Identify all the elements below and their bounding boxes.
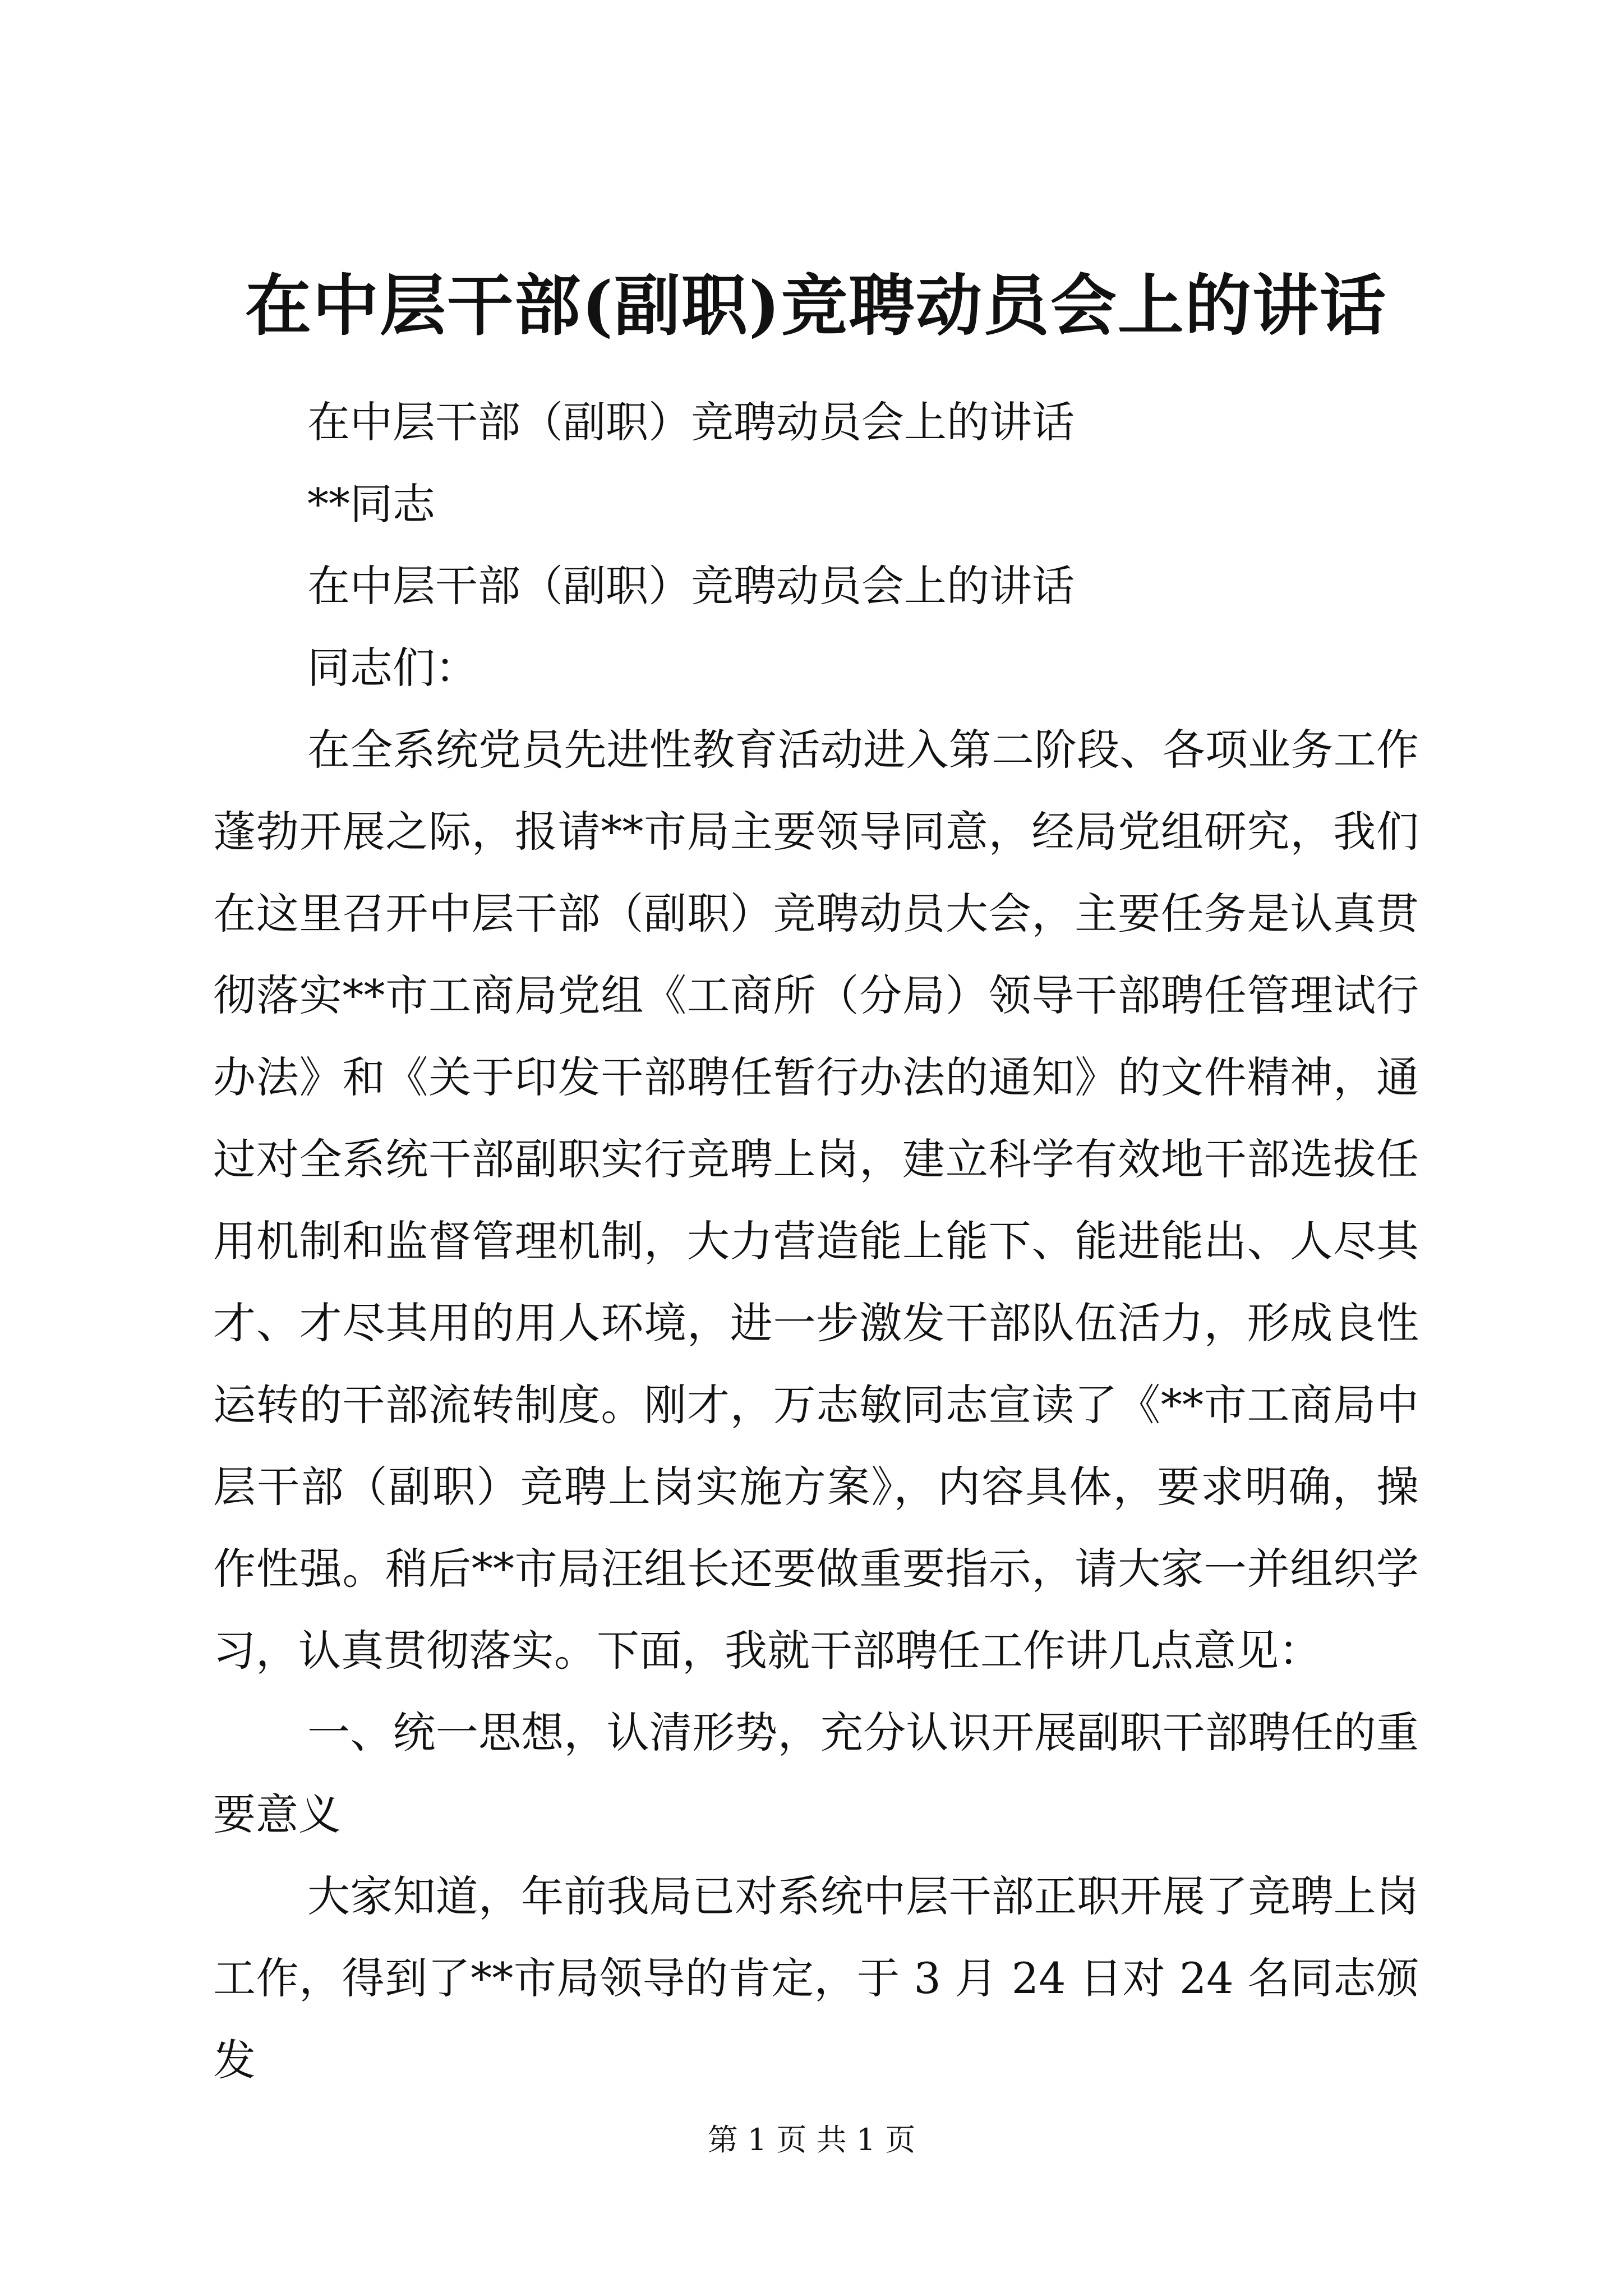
paragraph-line: 彻落实**市工商局党组《工商所（分局）领导干部聘任管理试行: [213, 970, 1419, 1020]
section-heading-line: 要意义: [213, 1789, 341, 1839]
paragraph-line: 在全系统党员先进性教育活动进入第二阶段、各项业务工作: [307, 725, 1419, 775]
paragraph-line: 工作，得到了**市局领导的肯定，于 3 月 24 日对 24 名同志颁发: [213, 1953, 1419, 2085]
paragraph-line: 在这里召开中层干部（副职）竞聘动员大会，主要任务是认真贯: [213, 889, 1419, 938]
paragraph-line: 大家知道，年前我局已对系统中层干部正职开展了竞聘上岗: [307, 1871, 1419, 1921]
paragraph-line: 蓬勃开展之际，报请**市局主要领导同意，经局党组研究，我们: [213, 807, 1419, 857]
paragraph-line: 作性强。稍后**市局汪组长还要做重要指示，请大家一并组织学: [213, 1544, 1419, 1594]
paragraph-line: 层干部（副职）竞聘上岗实施方案》，内容具体，要求明确，操: [213, 1462, 1419, 1512]
salutation-line: 同志们：: [307, 643, 478, 693]
paragraph-line: 过对全系统干部副职实行竞聘上岗，建立科学有效地干部选拔任: [213, 1134, 1419, 1184]
document-title: 在中层干部(副职)竞聘动员会上的讲话: [245, 266, 1387, 344]
section-heading-line: 一、统一思想，认清形势，充分认识开展副职干部聘任的重: [307, 1708, 1419, 1757]
document-body: [213, 381, 1419, 2085]
paragraph-line: 才、才尽其用的用人环境，进一步激发干部队伍活力，形成良性: [213, 1298, 1419, 1348]
subtitle-repeat-line: 在中层干部（副职）竞聘动员会上的讲话: [307, 561, 1075, 611]
paragraph-line: 用机制和监督管理机制，大力营造能上能下、能进能出、人尽其: [213, 1216, 1419, 1266]
subtitle-line: 在中层干部（副职）竞聘动员会上的讲话: [307, 397, 1075, 447]
paragraph-line: 办法》和《关于印发干部聘任暂行办法的通知》的文件精神，通: [213, 1052, 1419, 1102]
paragraph-line: 习，认真贯彻落实。下面，我就干部聘任工作讲几点意见：: [213, 1626, 1321, 1676]
page-footer: 第 1 页 共 1 页: [707, 2122, 916, 2157]
paragraph-line: 运转的干部流转制度。刚才，万志敏同志宣读了《**市工商局中: [213, 1380, 1419, 1430]
author-line: **同志: [307, 479, 435, 529]
